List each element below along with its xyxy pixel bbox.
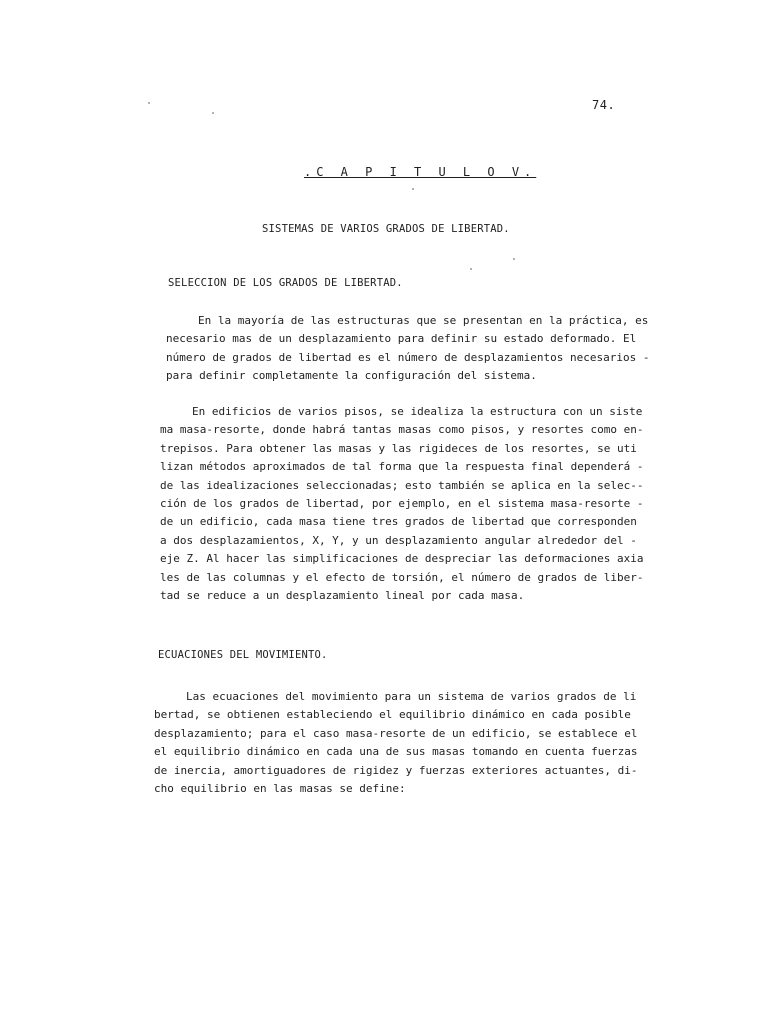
text-line: el equilibrio dinámico en cada una de sus masas tomando en cuenta fuerzas (154, 745, 638, 759)
text-line: tad se reduce a un desplazamiento lineal por cada masa. (160, 589, 525, 603)
text-line: desplazamiento; para el caso masa-resorte de un edificio, se establece el (154, 726, 638, 740)
paragraph (154, 688, 638, 798)
section-heading-grados: SELECCION DE LOS GRADOS DE LIBERTAD. (168, 277, 403, 289)
text-line: número de grados de libertad es el número de desplazamientos necesarios - (166, 350, 650, 364)
scan-speck (148, 102, 150, 104)
text-line: cho equilibrio en las masas se define: (154, 782, 406, 796)
text-line: a dos desplazamientos, X, Y, y un desplazamiento angular alrededor del - (160, 533, 637, 547)
scan-speck (412, 188, 414, 190)
text-line: de inercia, amortiguadores de rigidez y fuerzas exteriores actuantes, di- (154, 763, 638, 777)
text-line: bertad, se obtienen estableciendo el equilibrio dinámico en cada posible (154, 708, 631, 722)
chapter-subtitle: SISTEMAS DE VARIOS GRADOS DE LIBERTAD. (262, 223, 510, 235)
section-heading-ecuaciones: ECUACIONES DEL MOVIMIENTO. (158, 649, 328, 661)
chapter-title: .C A P I T U L O V. (304, 165, 537, 179)
text-line: ma masa-resorte, donde habrá tantas masas como pisos, y resortes como en- (160, 423, 644, 437)
paragraph (166, 312, 650, 386)
text-line: de las idealizaciones seleccionadas; esto también se aplica en la selec-- (160, 478, 644, 492)
text-line: les de las columnas y el efecto de torsión, el número de grados de liber- (160, 570, 644, 584)
text-line: En edificios de varios pisos, se idealiza la estructura con un siste (192, 405, 643, 418)
text-line: para definir completamente la configuración del sistema. (166, 369, 537, 383)
scan-speck (513, 258, 515, 260)
text-line: de un edificio, cada masa tiene tres grados de libertad que corresponden (160, 515, 637, 529)
text-line: trepisos. Para obtener las masas y las rigideces de los resortes, se uti (160, 441, 637, 455)
text-line: necesario mas de un desplazamiento para definir su estado deformado. El (166, 332, 637, 346)
scan-speck (212, 112, 214, 114)
text-line: ción de los grados de libertad, por ejemplo, en el sistema masa-resorte - (160, 497, 644, 511)
scan-speck (470, 268, 472, 270)
paragraph (160, 403, 644, 605)
text-line: Las ecuaciones del movimiento para un sistema de varios grados de li (186, 690, 637, 703)
text-line: En la mayoría de las estructuras que se presentan en la práctica, es (198, 314, 649, 327)
text-line: eje Z. Al hacer las simplificaciones de despreciar las deformaciones axia (160, 552, 644, 566)
page-number: 74. (592, 98, 616, 112)
text-line: lizan métodos aproximados de tal forma que la respuesta final dependerá - (160, 460, 644, 474)
